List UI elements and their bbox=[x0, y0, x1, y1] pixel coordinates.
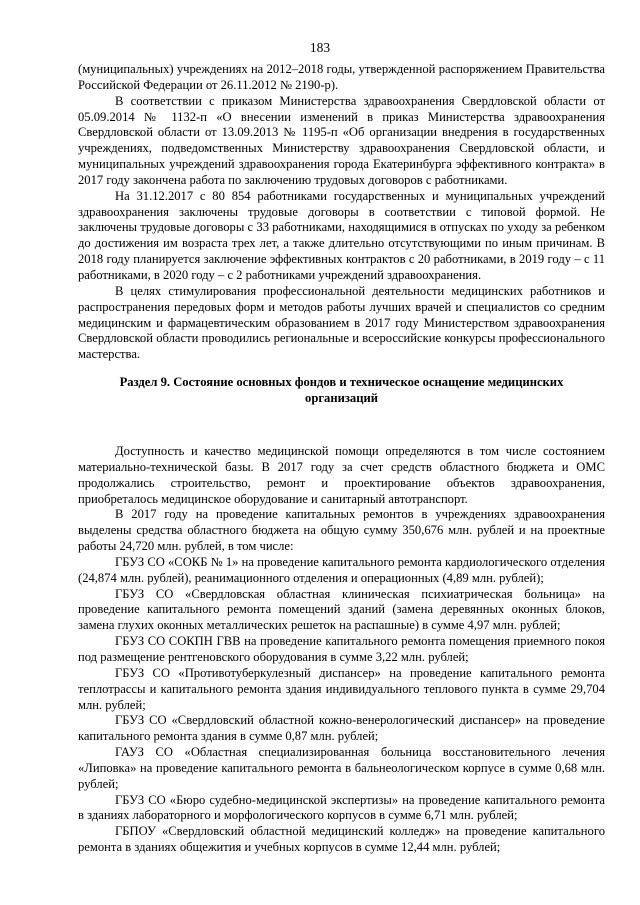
page-number: 183 bbox=[309, 40, 331, 55]
list-item: ГБУЗ СО «Свердловская областная клиническая психиатрическая больница» на проведение капитального ремонта помещений зданий (замена деревянных оконных блоков, замена глухих оконных металлических решеток на распашные) в сумме 4,97 млн. рублей; bbox=[78, 586, 605, 633]
list-item: ГБУЗ СО «СОКБ № 1» на проведение капитального ремонта кардиологического отделения (24,874 млн. рублей), реанимационного отделения и операционных (4,89 млн. рублей); bbox=[78, 554, 605, 585]
list-item: ГБУЗ СО СОКПН ГВВ на проведение капитального ремонта помещения приемного покоя под размещение рентгеновского оборудования в сумме 3,22 млн. рублей; bbox=[78, 634, 605, 664]
list-item: ГБПОУ «Свердловский областной медицинский колледж» на проведение капитального ремонта в зданиях общежития и учебных корпусов в сумме 12,44 млн. рублей; bbox=[78, 824, 605, 855]
list-item: ГБУЗ СО «Бюро судебно-медицинской экспертизы» на проведение капитального ремонта в зданиях лабораторного и морфологического корпусов в сумме 6,71 млн. рублей; bbox=[78, 792, 605, 823]
list-item: ГБУЗ СО «Свердловский областной кожно-венерологический диспансер» на проведение капитального ремонта здания в сумме 0,87 млн. рублей; bbox=[78, 713, 605, 744]
paragraph: В соответствии с приказом Министерства здравоохранения Свердловской области от 05.09.2014 № 1132-п «О внесении изменений в приказ Министерства здравоохранения Свердловской области от 13.09.2013 № 1195-п «Об организации внедрения в государственных учреждениях, подведомственных Министерству здравоохранения Свердловской области, и муниципальных учреждений здравоохранения города Екатеринбурга эффективного контракта» в 2017 году закончена работа по заключению трудовых договоров с работниками. bbox=[78, 93, 605, 187]
section-title: Раздел 9. Состояние основных фондов и техническое оснащение медицинских организаций bbox=[119, 375, 564, 406]
paragraph: В 2017 году на проведение капитальных ремонтов в учреждениях здравоохранения выделены средства областного бюджета на общую сумму 350,676 млн. рублей и на проектные работы 24,720 млн. рублей, в том числе: bbox=[78, 507, 605, 554]
page-body bbox=[78, 62, 605, 856]
paragraph: В целях стимулирования профессиональной деятельности медицинских работников и распространения передовых форм и методов работы лучших врачей и специалистов со средним медицинским и фармацевтическим образованием в 2017 году Министерством здравоохранения Свердловской области проводились региональные и всероссийские конкурсы профессионального мастерства. bbox=[78, 283, 605, 362]
paragraph: На 31.12.2017 с 80 854 работниками государственных и муниципальных учреждений здравоохранения заключены трудовые договоры в соответствии с типовой формой. Не заключены трудовые договоры с 33 работниками, находящимися в отпусках по уходу за ребенком до достижения им возраста трех лет, а также длительно отсутствующими по иным причинам. В 2018 году планируется заключение эффективных контрактов с 20 работниками, в 2019 году – с 11 работниками, в 2020 году – с 2 работниками учреждений здравоохранения. bbox=[78, 188, 605, 282]
paragraph: (муниципальных) учреждениях на 2012–2018 годы, утвержденной распоряжением Правительства Российской Федерации от 26.11.2012 № 2190-р). bbox=[78, 62, 605, 92]
paragraph: Доступность и качество медицинской помощи определяются в том числе состоянием материально-технической базы. В 2017 году за счет средств областного бюджета и ОМС продолжались строительство, ремонт и проектирование объектов здравоохранения, приобреталось медицинское оборудование и санитарный автотранспорт. bbox=[78, 444, 605, 506]
list-item: ГАУЗ СО «Областная специализированная больница восстановительного лечения «Липовка» на проведение капитального ремонта в бальнеологическом корпусе в сумме 0,68 млн. рублей; bbox=[78, 745, 605, 791]
list-item: ГБУЗ СО «Противотуберкулезный диспансер» на проведение капитального ремонта теплотрассы и капитального ремонта здания индивидуального теплового пункта в сумме 29,704 млн. рублей; bbox=[78, 665, 605, 712]
